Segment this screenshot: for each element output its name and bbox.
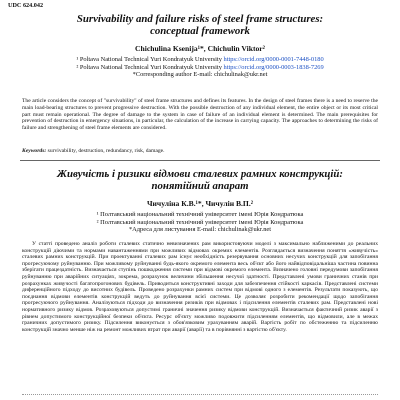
keywords-list: survivability, destruction, redundancy, risk, damage.: [47, 148, 165, 154]
section-divider: [20, 160, 380, 161]
keywords-label: Keywords:: [22, 148, 47, 154]
ukrainian-affiliation-2: ² Полтавський національний технічний університет імені Юрія Кондратюка: [96, 218, 304, 226]
english-affiliation-1: [20, 56, 380, 64]
english-title-line-2: conceptual framework: [150, 25, 250, 37]
orcid-link-1[interactable]: https://orcid.org/0000-0001-7448-0180: [223, 56, 324, 63]
english-keywords: [22, 148, 378, 154]
ukrainian-affiliation-1: ¹ Полтавський національний технічний університет імені Юрія Кондратюка: [96, 211, 304, 218]
english-title: [20, 13, 380, 37]
ukrainian-title-line-1: Живучість і ризики відмови сталевих рамних конструкцій:: [57, 168, 343, 180]
english-contact: *Corresponding author E-mail: chichulinak@ukr.net: [132, 71, 268, 78]
ukrainian-abstract-text: У статті проведено аналіз роботи сталевих статично невизначених рам використовуючи моделі з максимально наближеними до реальних конструкцій діючими та нормами навантаженнями при можливих відмовах окремих елементів. Розглядається визначення поняття «живучість» сталевих рамних конструкцій. При проектуванні сталевих рам існує необхідність резервування основних несучих конструкцій для запобігання прогресуючому руйнуванню. При можливому руйнуванні будь-якого окремого елемента весь об'єкт або його найвідповідальніша частина повинна зберігати працездатність. Визначається ступінь пошкодження системи при відмові окремого елемента. Визначено головні передумови запобігання руйнуванню при аварійних ситуаціях, зокрема, розрахунок величини збільшення несучої здатності. Представлені умови граничних станів при розрахунках живучості багатопрогонових будівель. Приводиться конструктивні заходи для забезпечення стійкості каркасів. Представлені системи диференційного підходу до висотних будівель. Проведено розрахунки рамних систем при відмові одного з елементів. Результати показують, що поєднання відмови елементів конструкцій ведуть до руйнування всієї системи. Це дозволяє розробити рекомендації щодо запобігання прогресуючого руйнування. Аналізуються підходи до визначення ризиків при відмовах і підсилення елементів сталевих рам. Представлені нові нормативного ризику відмов. Розраховуються допустимі граничні значення ризику відмови конструкцій. Визначається фактичний ризик аварії з рівнем допустимого конструкційної безпеки об'єкта. Ресурс об'єкту можливо подовжити підсиленням елементів, що відмовили, але в межах граничних допустимого ризику. Підсилення виконується з обов'язковим урахуванням аварій. Вартість робіт по обстеженню та підсиленню конструкцій значно менше ніж на ремонт можливих втрат при аварії (аварії) та в порівнянні з вартістю об'єкту.: [22, 241, 378, 333]
english-affiliation-2: [20, 64, 380, 72]
udc-code: UDC 624.042: [8, 2, 44, 9]
ukrainian-title-line-2: понятійний апарат: [151, 180, 249, 192]
affiliation-2-name: ² Poltava National Technical Yuri Kondratyuk University: [76, 63, 222, 71]
ukrainian-abstract: [22, 241, 378, 333]
english-title-line-1: Survivability and failure risks of steel frame structures:: [76, 13, 324, 25]
ukrainian-affiliations: [20, 211, 380, 234]
ukrainian-authors: Чичуліна К.В.¹*, Чичулін В.П.²: [146, 199, 254, 208]
affiliation-1-name: ¹ Poltava National Technical Yuri Kondratyuk University: [76, 56, 222, 63]
ukrainian-contact: *Адреса для листування E-mail: chichulinak@ukr.net: [128, 226, 272, 233]
english-affiliations: [20, 56, 380, 79]
orcid-link-2[interactable]: https://orcid.org/0000-0003-1838-7269: [223, 63, 324, 71]
ukrainian-title: [20, 168, 380, 192]
english-abstract: The article considers the concept of "survivability" of steel frame structures and defines its features. In the design of steel frames there is a need to reserve the main load-bearing structures to prevent progressive destruction. With the possible destruction of any individual element, the entire object or its most critical part must remain operational. The degree of damage to the system in case of failure of an individual element is determined. The main prerequisites for prevention of destruction in emergency situations, in particular, the calculation of the increase in carrying capacity. The approaches to determining the risks of failure and strengthening of steel frame elements are considered.: [22, 98, 378, 132]
english-authors: Chichulina Ksenija¹*, Chichulin Viktor²: [135, 44, 265, 53]
page-continuation-rule: [22, 394, 378, 398]
